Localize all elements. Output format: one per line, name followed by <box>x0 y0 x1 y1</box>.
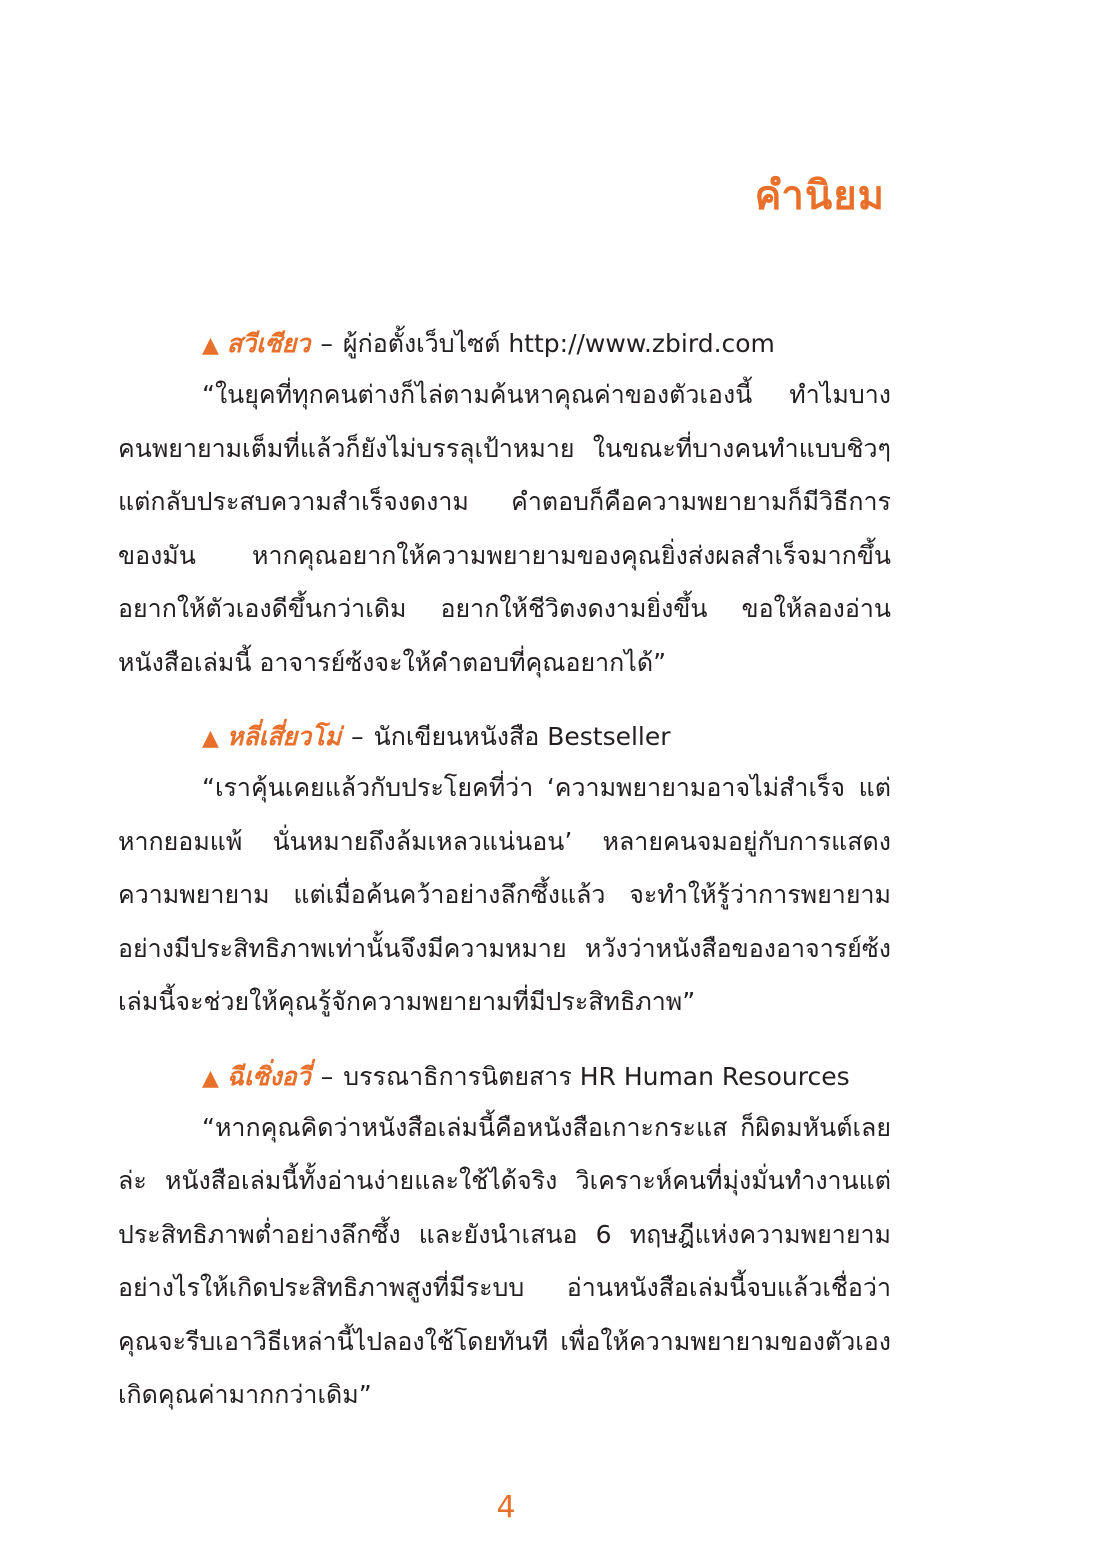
page-number: 4 <box>496 1490 516 1525</box>
triangle-bullet-icon: ▲ <box>202 1065 219 1091</box>
endorser-role: ผู้ก่อตั้งเว็บไซต์ http://www.zbird.com <box>342 329 775 358</box>
triangle-bullet-icon: ▲ <box>202 726 219 751</box>
testimonial-entry <box>118 322 891 689</box>
page-title: คำนิยม <box>754 173 885 219</box>
separator-dash: – <box>320 329 333 358</box>
separator-dash: – <box>320 1061 334 1091</box>
testimonial-entry <box>118 715 891 1029</box>
testimonial-quote: “ในยุคที่ทุกคนต่างก็ไล่ตามค้นหาคุณค่าของตัวเองนี้ ทำไมบางคนพยายามเต็มที่แล้วก็ยังไม่บรรลุเป้าหมาย ในขณะที่บางคนทำแบบชิวๆ แต่กลับประสบความสำเร็จงดงาม คำตอบก็คือความพยายามก็มีวิธีการของมัน หากคุณอยากให้ความพยายามของคุณยิ่งส่งผลสำเร็จมากขึ้น อยากให้ตัวเองดีขึ้นกว่าเดิม อยากให้ชีวิตงดงามยิ่งขึ้น ขอให้ลองอ่านหนังสือเล่มนี้ อาจารย์ซ้งจะให้คำตอบที่คุณอยากได้” <box>118 380 891 677</box>
endorser-role: นักเขียนหนังสือ Bestseller <box>373 722 671 751</box>
testimonial-heading <box>118 1055 891 1101</box>
triangle-bullet-icon: ▲ <box>202 333 219 358</box>
testimonial-entry <box>118 1055 891 1422</box>
testimonial-quote: “เราคุ้นเคยแล้วกับประโยคที่ว่า ‘ความพยายามอาจไม่สำเร็จ แต่หากยอมแพ้ นั่นหมายถึงล้มเหลวแน่นอน’ หลายคนจมอยู่กับการแสดงความพยายาม แต่เมื่อค้นคว้าอย่างลึกซึ้งแล้ว จะทำให้รู้ว่าการพยายามอย่างมีประสิทธิภาพเท่านั้นจึงมีความหมาย หวังว่าหนังสือของอาจารย์ซ้งเล่มนี้จะช่วยให้คุณรู้จักความพยายามที่มีประสิทธิภาพ” <box>118 773 891 1016</box>
endorser-role: บรรณาธิการนิตยสาร HR Human Resources <box>343 1061 850 1091</box>
endorser-name: หลี่เสี่ยวโม่ <box>226 722 342 751</box>
testimonial-heading <box>118 322 891 368</box>
testimonial-heading <box>118 715 891 761</box>
separator-dash: – <box>351 722 364 751</box>
endorser-name: ฉีเซิ่งอวี่ <box>226 1061 311 1091</box>
endorser-name: สวีเซียว <box>226 329 311 358</box>
testimonials <box>118 322 891 1448</box>
testimonial-quote: “หากคุณคิดว่าหนังสือเล่มนี้คือหนังสือเกาะกระแส ก็ผิดมหันต์เลยล่ะ หนังสือเล่มนี้ทั้งอ่านง่ายและใช้ได้จริง วิเคราะห์คนที่มุ่งมั่นทำงานแต่ประสิทธิภาพต่ำอย่างลึกซึ้ง และยังนำเสนอ 6 ทฤษฎีแห่งความพยายามอย่างไรให้เกิดประสิทธิภาพสูงที่มีระบบ อ่านหนังสือเล่มนี้จบแล้วเชื่อว่าคุณจะรีบเอาวิธีเหล่านี้ไปลองใช้โดยทันที เพื่อให้ความพยายามของตัวเองเกิดคุณค่ามากกว่าเดิม” <box>118 1112 891 1409</box>
